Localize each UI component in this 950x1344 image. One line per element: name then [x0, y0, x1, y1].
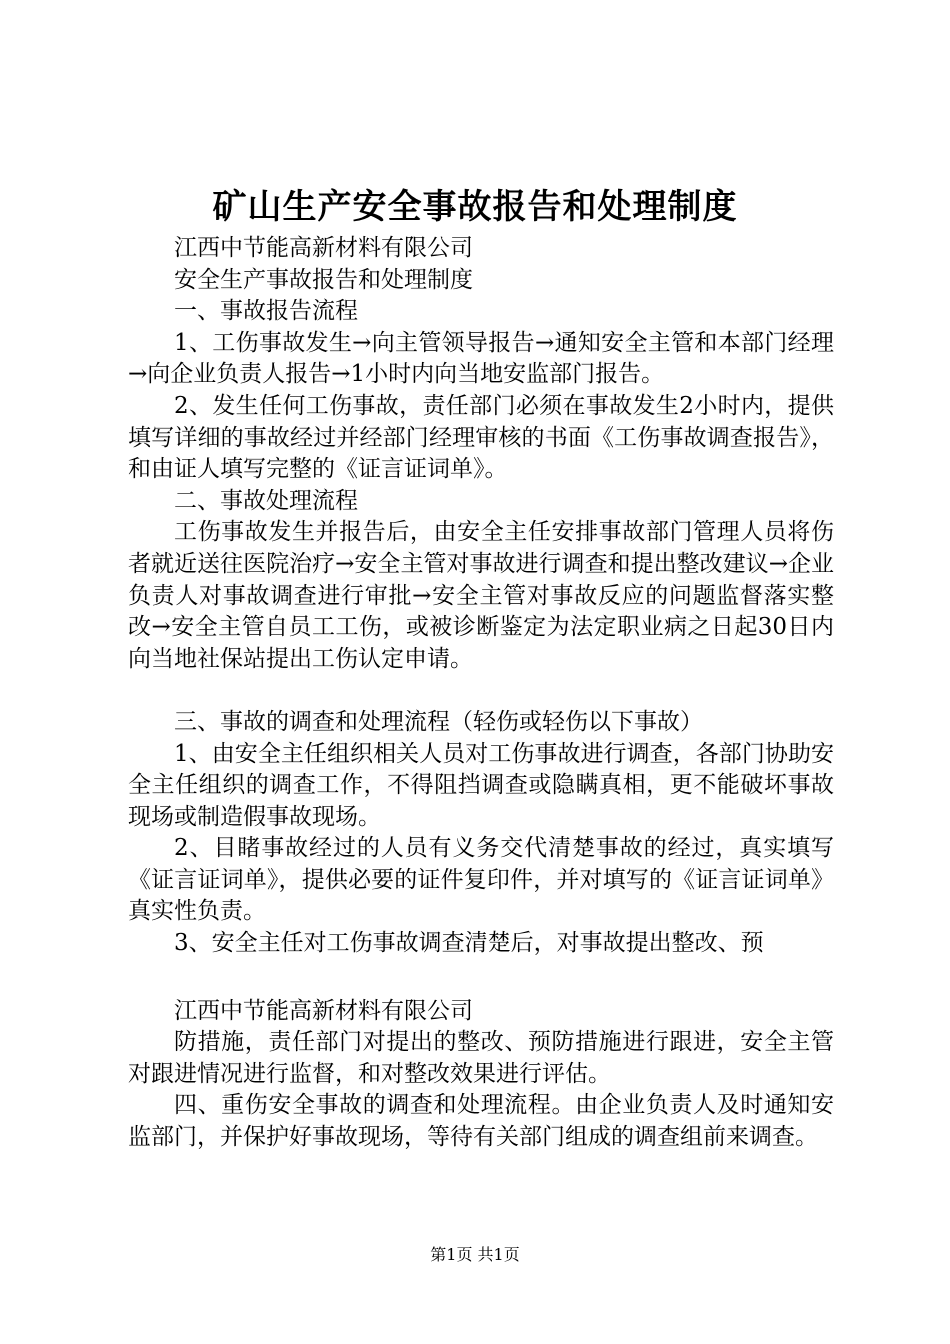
blank-line — [128, 675, 834, 707]
document-subtitle: 安全生产事故报告和处理制度 — [174, 266, 473, 293]
blank-line — [128, 960, 834, 996]
company-name-repeat: 江西中节能高新材料有限公司 — [174, 997, 473, 1024]
section4-paragraph-1: 四、重伤安全事故的调查和处理流程。由企业负责人及时通知安监部门，并保护好事故现场，等待有关部门组成的调查组前来调查。 — [128, 1092, 834, 1151]
section2-paragraph-1: 工伤事故发生并报告后，由安全主任安排事故部门管理人员将伤者就近送往医院治疗→安全主管对事故进行调查和提出整改建议→企业负责人对事故调查进行审批→安全主管对事故反应的问题监督落实整改→安全主管自员工工伤，或被诊断鉴定为法定职业病之日起30日内向当地社保站提出工伤认定申请。 — [128, 519, 834, 672]
page-footer: 第1页 共1页 — [430, 1245, 520, 1264]
section3-paragraph-3: 3、安全主任对工伤事故调查清楚后，对事故提出整改、预 — [174, 930, 764, 957]
section1-paragraph-1: 1、工伤事故发生→向主管领导报告→通知安全主管和本部门经理→向企业负责人报告→1小时内向当地安监部门报告。 — [128, 329, 834, 388]
section3-paragraph-2: 2、目睹事故经过的人员有义务交代清楚事故的经过，真实填写《证言证词单》，提供必要的证件复印件，并对填写的《证言证词单》真实性负责。 — [128, 835, 834, 925]
section3-paragraph-1: 1、由安全主任组织相关人员对工伤事故进行调查，各部门协助安全主任组织的调查工作，不得阻挡调查或隐瞒真相，更不能破坏事故现场或制造假事故现场。 — [128, 740, 834, 830]
document-title: 矿山生产安全事故报告和处理制度 — [212, 187, 738, 227]
section3-heading: 三、事故的调查和处理流程（轻伤或轻伤以下事故） — [174, 708, 703, 735]
section1-paragraph-2: 2、发生任何工伤事故，责任部门必须在事故发生2小时内，提供填写详细的事故经过并经部门经理审核的书面《工伤事故调查报告》，和由证人填写完整的《证言证词单》。 — [128, 392, 834, 483]
document-body — [128, 233, 834, 1154]
section3-paragraph-3-continued: 防措施，责任部门对提出的整改、预防措施进行跟进，安全主管对跟进情况进行监督，和对整改效果进行评估。 — [128, 1029, 834, 1087]
section1-heading: 一、事故报告流程 — [174, 298, 358, 325]
company-name: 江西中节能高新材料有限公司 — [174, 235, 473, 261]
section2-heading: 二、事故处理流程 — [174, 487, 358, 514]
